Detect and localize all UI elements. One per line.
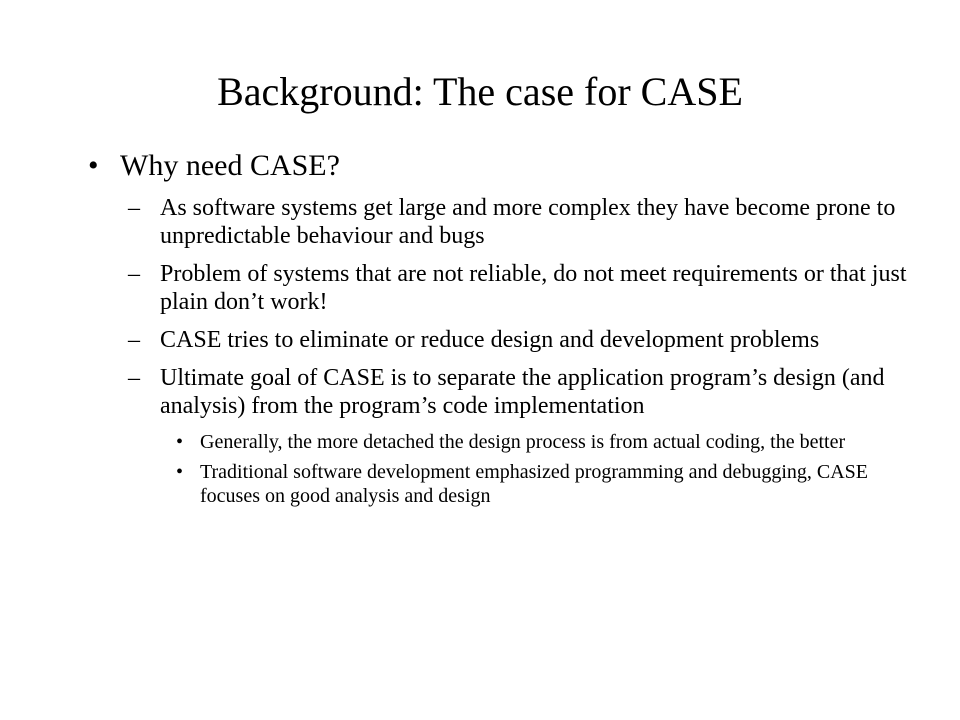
dash-marker: – <box>128 365 140 391</box>
bullet-marker: • <box>176 461 184 483</box>
sub-bullet-text: As software systems get large and more complex they have become prone to unpredictable behaviour and bugs <box>160 195 896 249</box>
bullet-marker: • <box>88 149 99 182</box>
sub-sub-bullet-text: Generally, the more detached the design process is from actual coding, the better <box>200 431 846 453</box>
sub-bullet-text: Ultimate goal of CASE is to separate the application program’s design (and analysis) from the program’s code implementation <box>160 365 885 419</box>
sub-sub-bullet-list <box>88 430 928 508</box>
bullet-text: Why need CASE? <box>120 149 340 182</box>
dash-marker: – <box>128 327 140 353</box>
sub-bullet-item <box>88 194 910 250</box>
dash-marker: – <box>128 261 140 287</box>
slide-title: Background: The case for CASE <box>217 69 743 114</box>
sub-bullet-item <box>88 326 910 354</box>
sub-bullet-list <box>88 194 928 508</box>
sub-bullet-text: CASE tries to eliminate or reduce design and development problems <box>160 327 820 353</box>
sub-sub-bullet-item <box>88 460 900 508</box>
bullet-marker: • <box>176 431 184 453</box>
bullet-item <box>88 148 928 184</box>
sub-sub-bullet-text: Traditional software development emphasized programming and debugging, CASE focuses on good analysis and design <box>200 461 869 507</box>
sub-bullet-text: Problem of systems that are not reliable, do not meet requirements or that just plain don’t work! <box>160 261 907 315</box>
sub-sub-bullet-item <box>88 430 900 454</box>
sub-bullet-item <box>88 260 910 316</box>
dash-marker: – <box>128 195 140 221</box>
slide-content <box>88 148 928 514</box>
sub-bullet-item <box>88 364 910 420</box>
